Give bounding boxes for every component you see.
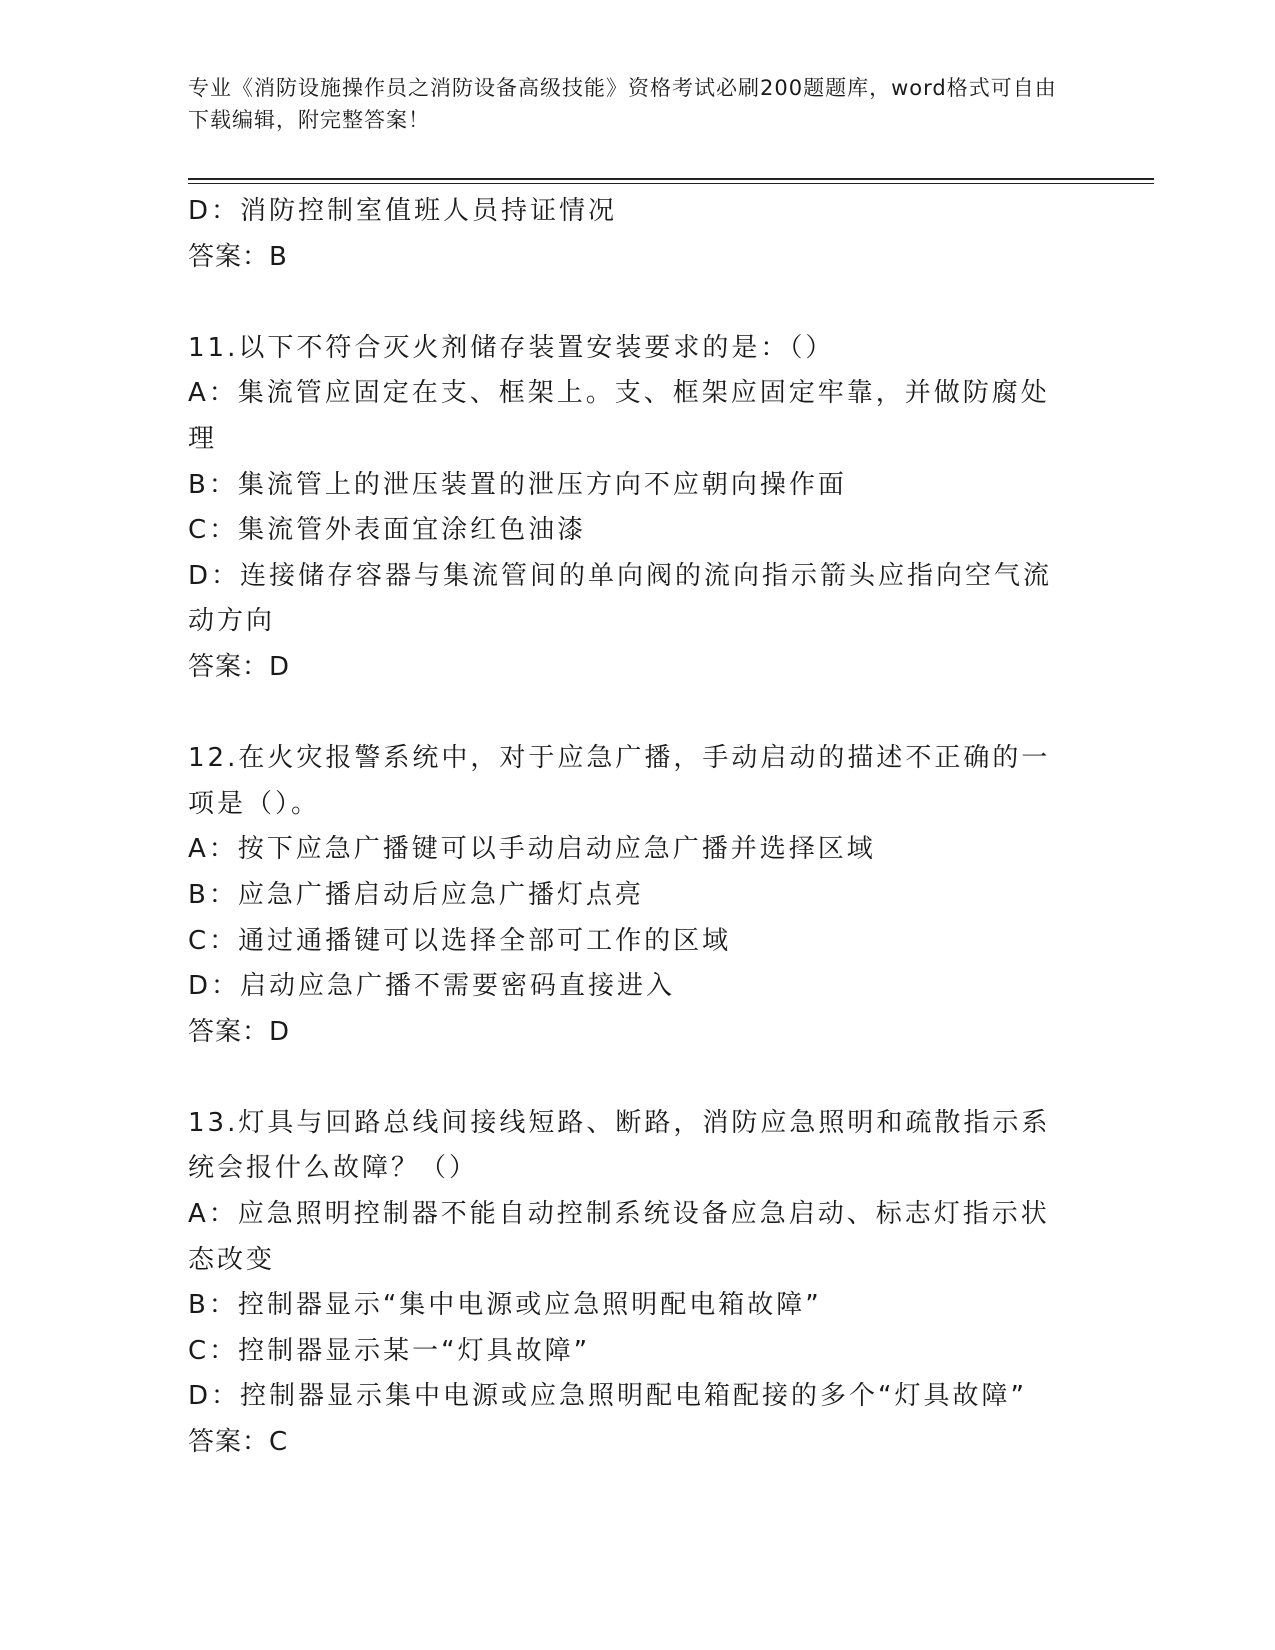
spacer [188,280,1078,326]
spacer [188,1055,1078,1101]
header-divider-thin [188,183,1154,184]
answer: 答案：D [188,651,291,682]
answer: 答案：C [188,1427,289,1458]
document-header [188,72,1068,136]
option-b: B：应急广播启动后应急广播灯点亮 [188,879,644,910]
option-a: A：按下应急广播键可以手动启动应急广播并选择区域 [188,834,876,865]
option-b: B：集流管上的泄压装置的泄压方向不应朝向操作面 [188,469,847,500]
option-a: A：应急照明控制器不能自动控制系统设备应急启动、标志灯指示状态改变 [188,1199,1050,1275]
option-d: D：连接储存容器与集流管间的单向阀的流向指示箭头应指向空气流动方向 [188,560,1053,637]
question-stem: 13.灯具与回路总线间接线短路、断路，消防应急照明和疏散指示系统会报什么故障？（） [188,1107,1051,1184]
option-d: D：启动应急广播不需要密码直接进入 [188,971,676,1002]
option-c: C：通过通播键可以选择全部可工作的区域 [188,925,732,956]
document-body [188,189,1078,1466]
option-d: D：控制器显示集中电源或应急照明配电箱配接的多个“灯具故障” [188,1381,1027,1412]
prev-question-option-d: D：消防控制室值班人员持证情况 [188,196,618,226]
question-stem: 11.以下不符合灭火剂储存装置安装要求的是：（） [188,332,835,363]
question-12 [188,736,1078,1055]
option-a: A：集流管应固定在支、框架上。支、框架应固定牢靠，并做防腐处理 [188,378,1050,454]
option-b: B：控制器显示“集中电源或应急照明配电箱故障” [188,1290,822,1321]
question-11 [188,326,1078,691]
prev-question-answer: 答案：B [188,241,288,272]
option-c: C：控制器显示某一“灯具故障” [188,1335,591,1366]
header-divider [188,178,1154,180]
spacer [188,691,1078,737]
question-stem: 12.在火灾报警系统中，对于应急广播，手动启动的描述不正确的一项是（）。 [188,743,1051,819]
answer: 答案：D [188,1016,291,1047]
question-13 [188,1101,1078,1466]
header-text: 专业《消防设施操作员之消防设备高级技能》资格考试必刷200题题库，word格式可自由下载编辑，附完整答案！ [188,76,1057,132]
option-c: C：集流管外表面宜涂红色油漆 [188,515,587,546]
